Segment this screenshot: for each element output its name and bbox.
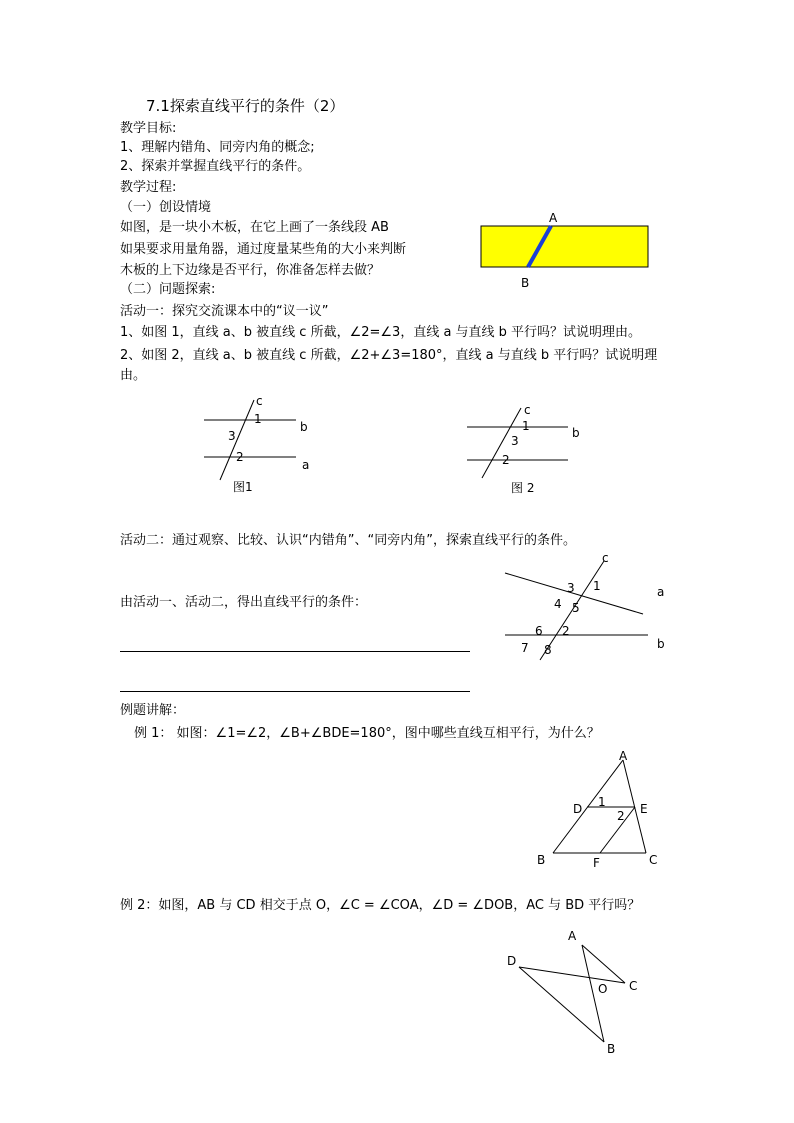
- fig4-angle-1: 1: [598, 795, 606, 809]
- fig5-label-c: C: [629, 979, 638, 993]
- fig4-label-a: A: [619, 749, 628, 763]
- fig2-angle-2: 2: [502, 453, 510, 467]
- fig2-angle-3: 3: [511, 434, 519, 448]
- fig2-caption: 图 2: [511, 481, 535, 495]
- fig2-angle-1: 1: [522, 419, 530, 433]
- objective-item-2: 2、探索并掌握直线平行的条件。: [120, 159, 311, 174]
- fig4-label-e: E: [640, 802, 648, 816]
- objective-item-1: 1、理解内错角、同旁内角的概念;: [120, 140, 315, 155]
- fig5-label-o: O: [598, 982, 608, 996]
- fig1-angle-3: 3: [228, 429, 236, 443]
- fig1-angle-2: 2: [236, 450, 244, 464]
- fig4-label-c: C: [649, 853, 658, 867]
- fig3-angle-6: 6: [535, 624, 543, 638]
- activity-1-heading: 活动一：探究交流课本中的“议一议”: [120, 304, 329, 319]
- fig5-label-d: D: [507, 954, 517, 968]
- objectives-heading: 教学目标:: [120, 121, 177, 136]
- process-heading: 教学过程:: [120, 180, 177, 195]
- fig3-angle-1: 1: [593, 579, 601, 593]
- fig3-angle-4: 4: [554, 597, 562, 611]
- scenario-line-3: 木板的上下边缘是否平行，你准备怎样去做？: [120, 263, 381, 278]
- fig3-label-b: b: [657, 637, 665, 651]
- fig3-angle-2: 2: [562, 624, 570, 638]
- fig3-angle-8: 8: [544, 643, 552, 657]
- example-2: 例 2：如图，AB 与 CD 相交于点 O，∠C = ∠COA，∠D = ∠DOB，AC 与 BD 平行吗？: [120, 898, 641, 913]
- conclusion-prompt: 由活动一、活动二，得出直线平行的条件：: [120, 595, 368, 610]
- fig4-angle-2: 2: [617, 809, 625, 823]
- fig2-label-c: c: [524, 403, 531, 417]
- question-1: 1、如图 1，直线 a、b 被直线 c 所截，∠2=∠3，直线 a 与直线 b 平行吗？试说明理由。: [120, 325, 642, 340]
- fig1-label-c: c: [256, 394, 263, 408]
- examples-heading: 例题讲解：: [120, 703, 186, 718]
- scenario-line-2: 如果要求用量角器，通过度量某些角的大小来判断: [120, 242, 407, 257]
- section-1-heading: （一）创设情境: [120, 200, 212, 215]
- board-label-b: B: [521, 276, 530, 290]
- section-2-heading: （二）问题探索:: [120, 282, 216, 297]
- fig5-label-b: B: [607, 1042, 616, 1056]
- fig4-label-b: B: [537, 853, 546, 867]
- fig2-label-b: b: [572, 426, 580, 440]
- fig3-angle-3: 3: [567, 581, 575, 595]
- fig4-label-f: F: [593, 856, 600, 870]
- fig3-angle-5: 5: [572, 601, 580, 615]
- fig5-label-a: A: [568, 929, 577, 943]
- activity-2: 活动二：通过观察、比较、认识“内错角”、“同旁内角”，探索直线平行的条件。: [120, 533, 576, 548]
- fig3-angle-7: 7: [521, 641, 529, 655]
- fig4-label-d: D: [573, 802, 583, 816]
- fig1-label-a: a: [302, 458, 310, 472]
- question-2-line-1: 2、如图 2，直线 a、b 被直线 c 所截，∠2+∠3=180°，直线 a 与直线 b 平行吗？试说明理: [120, 348, 658, 363]
- page-title: 7.1探索直线平行的条件（2）: [146, 97, 345, 115]
- fig1-angle-1: 1: [254, 412, 262, 426]
- fig1-caption: 图1: [233, 480, 253, 494]
- example-1: 例 1： 如图：∠1=∠2，∠B+∠BDE=180°，图中哪些直线互相平行，为什么？: [134, 726, 600, 741]
- question-2-line-2: 由。: [120, 368, 147, 383]
- fig1-label-b: b: [300, 420, 308, 434]
- scenario-line-1: 如图，是一块小木板，在它上画了一条线段 AB: [120, 220, 389, 235]
- fig3-label-a: a: [657, 585, 665, 599]
- board-label-a: A: [549, 211, 558, 225]
- fig3-label-c: c: [602, 551, 609, 565]
